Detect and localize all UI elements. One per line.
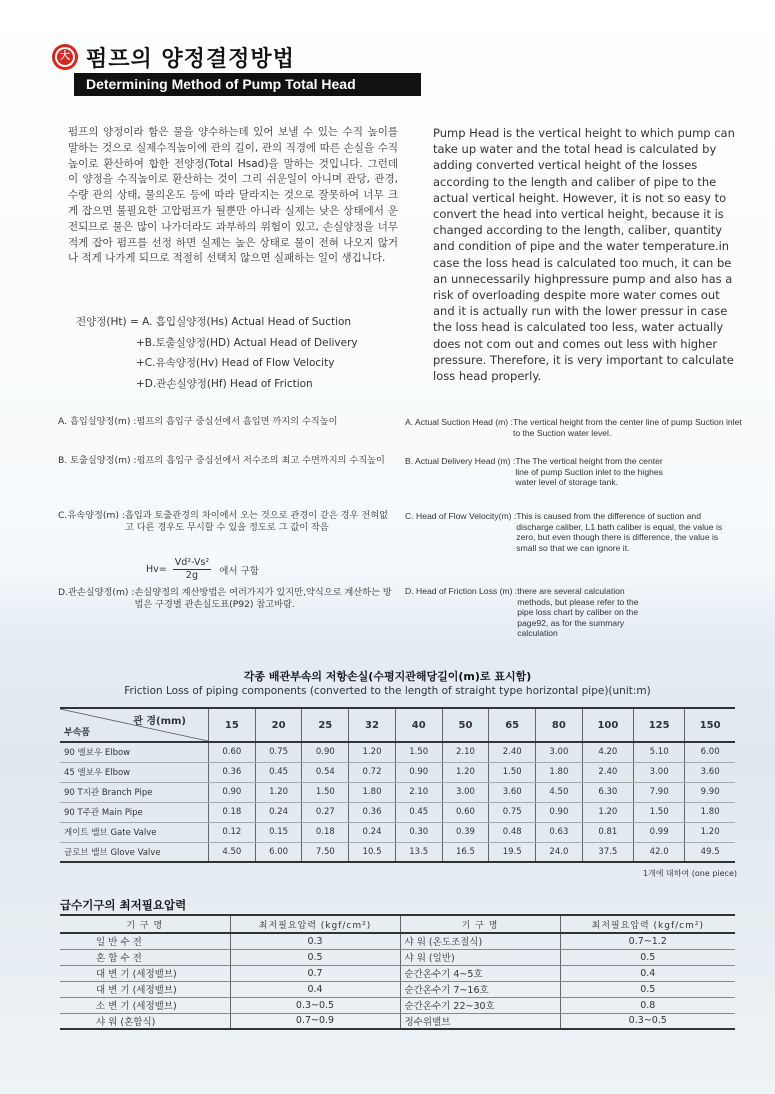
loss-value: 0.15 [255, 822, 302, 842]
pipe-size-header: 65 [489, 708, 536, 742]
corner-label-size: 관 경(mm) [133, 716, 186, 727]
loss-value: 6.00 [685, 742, 735, 762]
loss-value: 0.90 [209, 782, 256, 802]
fixture-name: 순간온수기 4~5호 [400, 965, 560, 981]
loss-value: 4.50 [209, 842, 256, 862]
logo-char: 大 [57, 49, 73, 65]
friction-table-title-korean: 각종 배관부속의 저항손실(수평지관해당길이(m)로 표시함) [243, 670, 532, 683]
loss-value: 24.0 [536, 842, 583, 862]
loss-value: 1.50 [302, 782, 349, 802]
fixture-name: 샤 워 (혼합식) [60, 1013, 230, 1029]
loss-value: 1.50 [395, 742, 442, 762]
page-title-korean: 펌프의 양정결정방법 [86, 47, 295, 72]
loss-value: 1.80 [685, 802, 735, 822]
min-pressure-value: 0.5 [560, 981, 735, 997]
loss-value: 6.00 [255, 842, 302, 862]
friction-table-title-english: Friction Loss of piping components (converted to the length of straight type horizontal pipe)(unit:m) [124, 685, 651, 697]
loss-value: 0.39 [442, 822, 489, 842]
table-row [60, 802, 735, 822]
definition-b-en [405, 456, 735, 488]
definition-text: 펌프의 흡입구 중심선에서 저수조의 최고 수면까지의 수직높이 [136, 455, 385, 466]
loss-value: 49.5 [685, 842, 735, 862]
loss-value: 16.5 [442, 842, 489, 862]
definition-text: This is caused from the difference of suction and discharge caliber, L1 bath caliber is equal, the value is zero, but even though there is difference, the value is small so that we can ignore it. [516, 511, 723, 553]
loss-value: 1.80 [536, 762, 583, 782]
loss-value: 0.75 [489, 802, 536, 822]
definition-a-en [405, 417, 745, 438]
intro-english: Pump Head is the vertical height to which pump can take up water and the total head is calculated by adding converted vertical height of the losses according to the length and caliber of pipe to the actual vertical height. However, it is not so easy to convert the head into vertical height, because it is changed according to the length, caliber, quantity and condition of pipe and the water temperature.in case the loss head is calculated too much, it can be an unnecessarily highpressure pump and also has a risk of overloading despite more water comes out and it is actually run with the lower pressur in case the loss head is calculated too less, water actually does not com out and comes out less with higher pressure. Therefore, it is very important to calculate loss head properly. [433, 126, 735, 384]
loss-value: 3.60 [685, 762, 735, 782]
table-row [60, 981, 735, 997]
loss-value: 3.60 [489, 782, 536, 802]
loss-value: 1.20 [442, 762, 489, 782]
loss-value: 1.50 [634, 802, 685, 822]
table-row [60, 1013, 735, 1029]
definition-text: 펌프의 흡입구 중심선에서 흡입면 까지의 수직높이 [136, 416, 338, 427]
formula-line: +C.유속양정(Hv) Head of Flow Velocity [136, 357, 335, 369]
min-pressure-value: 0.4 [230, 981, 400, 997]
loss-value: 3.00 [634, 762, 685, 782]
definition-c-ko [58, 510, 388, 533]
table-row [60, 822, 735, 842]
fitting-name: 90 엘보우 Elbow [60, 742, 209, 762]
loss-value: 0.45 [395, 802, 442, 822]
intro-korean: 펌프의 양정이라 함은 물을 양수하는데 있어 보낼 수 있는 수직 높이를 말하는 것으로 실제수직높이에 관의 길이, 관의 직경에 따른 손실을 수직 높이로 환산하여 합한 전양정(Total Hsad)을 말하는 것입니다. 그런데 이 양정을 수직높이로 환산하는 것이 그리 쉬운일이 아니며 관당, 관경, 수량 관의 상태, 물의온도 등에 따라 달라지는 것으로 잘못하여 너무 크게 잡으면 불필요한 고압펌프가 될뿐만 아니라 실제는 낮은 상태에서 운전되므로 물은 많이 나가더라도 과부하의 위험이 있고, 손실양정을 너무 적게 잡아 펌프를 선정 하면 실제는 높은 상태로 물이 전혀 나오지 않거나 적게 나가게 되므로 적절히 선택치 않으면 실패하는 일이 생깁니다. [68, 126, 398, 265]
fitting-name: 90 T주관 Main Pipe [60, 802, 209, 822]
loss-value: 10.5 [349, 842, 396, 862]
loss-value: 2.10 [442, 742, 489, 762]
fixture-name: 대 변 기 (세정밸브) [60, 981, 230, 997]
friction-loss-table [60, 707, 735, 863]
loss-value: 3.00 [536, 742, 583, 762]
loss-value: 0.72 [349, 762, 396, 782]
table-row [60, 949, 735, 965]
loss-value: 7.50 [302, 842, 349, 862]
fixture-name: 샤 워 (온도조절식) [400, 933, 560, 949]
page-title-english: Determining Method of Pump Total Head [74, 73, 421, 96]
total-head-formula [76, 312, 358, 394]
loss-value: 4.50 [536, 782, 583, 802]
loss-value: 13.5 [395, 842, 442, 862]
definition-c-en [405, 511, 750, 553]
fixture-name: 일 반 수 전 [60, 933, 230, 949]
company-logo-icon [52, 44, 78, 70]
definition-label: D.관손실양정(m) : [58, 587, 135, 598]
fixture-name: 순간온수기 7~16호 [400, 981, 560, 997]
loss-value: 0.75 [255, 742, 302, 762]
pipe-size-header: 100 [582, 708, 633, 742]
definition-b-ko [58, 455, 398, 467]
loss-value: 0.18 [209, 802, 256, 822]
pipe-size-header: 20 [255, 708, 302, 742]
fixture-name: 정수위밸브 [400, 1013, 560, 1029]
loss-value: 0.90 [302, 742, 349, 762]
fitting-name: 글로브 밸브 Glove Valve [60, 842, 209, 862]
definition-label: C.유속양정(m) : [58, 510, 125, 521]
fixture-name: 대 변 기 (세정밸브) [60, 965, 230, 981]
table-row [60, 762, 735, 782]
table-corner-header [60, 708, 209, 742]
loss-value: 0.81 [582, 822, 633, 842]
min-pressure-value: 0.5 [560, 949, 735, 965]
table-row [60, 933, 735, 949]
definition-text: there are several calculation methods, but please refer to the pipe loss chart by caliber on the page92, as for the summary calculation [517, 586, 639, 638]
definition-d-en [405, 586, 735, 639]
formula-line: +D.관손실양정(Hf) Head of Friction [136, 377, 313, 390]
loss-value: 1.50 [489, 762, 536, 782]
pipe-size-header: 125 [634, 708, 685, 742]
definition-label: B. Actual Delivery Head (m) : [405, 456, 516, 466]
min-pressure-value: 0.3~0.5 [230, 997, 400, 1013]
loss-value: 1.20 [685, 822, 735, 842]
loss-value: 1.20 [349, 742, 396, 762]
column-header: 최저필요압력 (kgf/cm²) [230, 915, 400, 933]
loss-value: 9.90 [685, 782, 735, 802]
table-row [60, 965, 735, 981]
loss-value: 19.5 [489, 842, 536, 862]
definition-label: C. Head of Flow Velocity(m) : [405, 511, 517, 521]
formula-suffix: 에서 구함 [219, 565, 259, 577]
min-pressure-value: 0.7 [230, 965, 400, 981]
loss-value: 2.10 [395, 782, 442, 802]
min-pressure-value: 0.7~1.2 [560, 933, 735, 949]
loss-value: 0.90 [395, 762, 442, 782]
loss-value: 0.45 [255, 762, 302, 782]
definition-label: D. Head of Friction Loss (m) : [405, 586, 518, 596]
loss-value: 42.0 [634, 842, 685, 862]
loss-value: 37.5 [582, 842, 633, 862]
min-pressure-value: 0.7~0.9 [230, 1013, 400, 1029]
formula-numerator: Vd²-Vs² [174, 557, 210, 568]
per-piece-note: 1개에 대하여 (one piece) [642, 869, 737, 878]
loss-value: 1.20 [255, 782, 302, 802]
definition-d-ko [58, 587, 398, 610]
min-pressure-value: 0.5 [230, 949, 400, 965]
pipe-size-header: 32 [349, 708, 396, 742]
loss-value: 0.90 [536, 802, 583, 822]
pipe-size-header: 80 [536, 708, 583, 742]
formula-line: 전양정(Ht) = A. 흡입실양정(Hs) Actual Head of Suction [76, 316, 352, 328]
column-header: 최저필요압력 (kgf/cm²) [560, 915, 735, 933]
loss-value: 3.00 [442, 782, 489, 802]
pipe-size-header: 40 [395, 708, 442, 742]
loss-value: 0.27 [302, 802, 349, 822]
table-row [60, 997, 735, 1013]
loss-value: 0.36 [209, 762, 256, 782]
loss-value: 1.80 [349, 782, 396, 802]
definition-label: A. 흡입실양정(m) : [58, 416, 137, 427]
pipe-size-header: 25 [302, 708, 349, 742]
definition-text: The The vertical height from the center line of pump Suction inlet to the highes water level of storage tank. [515, 456, 663, 487]
formula-denominator: 2g [185, 570, 198, 581]
min-pressure-value: 0.3~0.5 [560, 1013, 735, 1029]
loss-value: 0.18 [302, 822, 349, 842]
definition-label: B. 토출실양정(m) : [58, 455, 137, 466]
formula-lhs: Hv= [146, 564, 167, 575]
column-header: 기 구 명 [60, 915, 230, 933]
loss-value: 0.30 [395, 822, 442, 842]
loss-value: 2.40 [582, 762, 633, 782]
loss-value: 0.48 [489, 822, 536, 842]
loss-value: 7.90 [634, 782, 685, 802]
min-pressure-value: 0.3 [230, 933, 400, 949]
definition-text: 손실양정의 계산방법은 여러가지가 있지만,약식으로 계산하는 방법은 구경별 관손실도표(P92) 참고바람. [134, 587, 392, 610]
fixture-name: 혼 합 수 전 [60, 949, 230, 965]
loss-value: 0.99 [634, 822, 685, 842]
fixture-name: 순간온수기 22~30호 [400, 997, 560, 1013]
min-pressure-value: 0.4 [560, 965, 735, 981]
minimum-pressure-table [60, 914, 735, 1030]
table-row [60, 782, 735, 802]
loss-value: 0.60 [442, 802, 489, 822]
loss-value: 6.30 [582, 782, 633, 802]
formula-line: +B.토출실양정(HD) Actual Head of Delivery [136, 336, 358, 349]
loss-value: 1.20 [582, 802, 633, 822]
table-row [60, 842, 735, 862]
definition-label: A. Actual Suction Head (m) : [405, 417, 513, 427]
pipe-size-header: 15 [209, 708, 256, 742]
pipe-size-header: 50 [442, 708, 489, 742]
loss-value: 0.54 [302, 762, 349, 782]
pressure-table-title: 급수기구의 최저필요압력 [60, 898, 187, 912]
min-pressure-value: 0.8 [560, 997, 735, 1013]
loss-value: 2.40 [489, 742, 536, 762]
fitting-name: 45 엘보우 Elbow [60, 762, 209, 782]
loss-value: 0.12 [209, 822, 256, 842]
loss-value: 0.60 [209, 742, 256, 762]
loss-value: 4.20 [582, 742, 633, 762]
definition-text: 흡입과 토출관경의 차이에서 오는 것으로 관경이 같은 경우 전혀없고 다른 경우도 무시할 수 있을 정도로 그 값이 작음 [124, 510, 388, 533]
loss-value: 0.63 [536, 822, 583, 842]
loss-value: 0.24 [255, 802, 302, 822]
fitting-name: 90 T지관 Branch Pipe [60, 782, 209, 802]
loss-value: 0.36 [349, 802, 396, 822]
fitting-name: 게이트 밸브 Gate Valve [60, 822, 209, 842]
definition-a-ko [58, 416, 398, 428]
pipe-size-header: 150 [685, 708, 735, 742]
loss-value: 0.24 [349, 822, 396, 842]
corner-label-fitting: 부속품 [64, 728, 91, 738]
loss-value: 5.10 [634, 742, 685, 762]
definition-text: The vertical height from the center line of pump Suction inlet to the Suction water level. [512, 417, 742, 438]
fixture-name: 소 변 기 (세정밸브) [60, 997, 230, 1013]
fixture-name: 샤 워 (일반) [400, 949, 560, 965]
column-header: 기 구 명 [400, 915, 560, 933]
table-row [60, 742, 735, 762]
velocity-head-formula [146, 557, 259, 582]
